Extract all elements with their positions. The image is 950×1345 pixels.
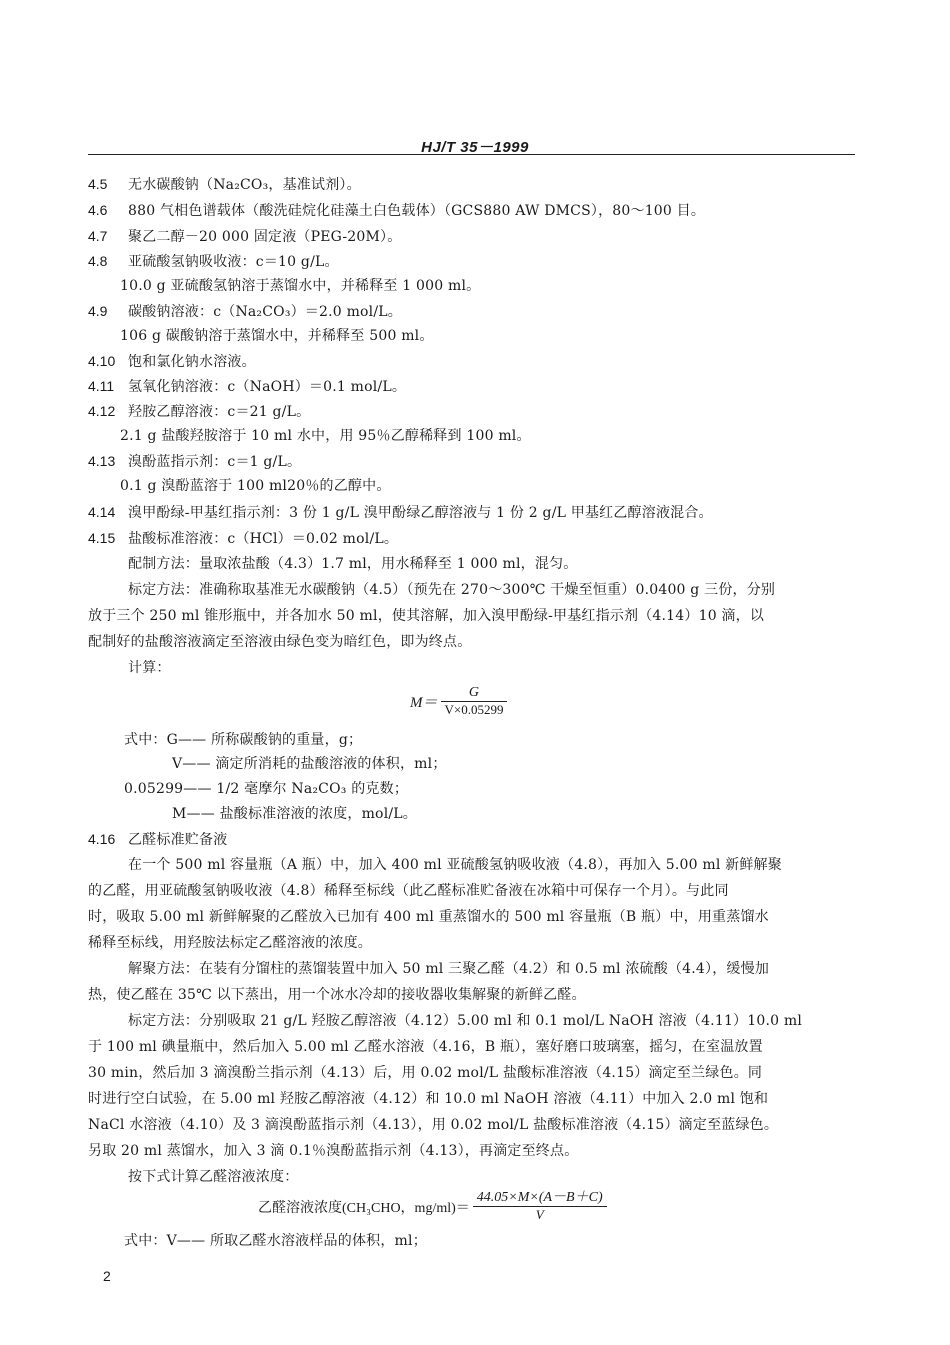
header-rule bbox=[88, 154, 855, 155]
item-4-9-detail bbox=[120, 327, 434, 345]
paragraph-line: 另取 20 ml 蒸馏水，加入 3 滴 0.1％溴酚蓝指示剂（4.13），再滴定至终点。 bbox=[88, 1143, 579, 1159]
formula-hcl-concentration bbox=[410, 685, 507, 718]
item-number: 4.12 bbox=[88, 403, 116, 419]
item-4-7 bbox=[88, 227, 401, 246]
paragraph-line: 稀释至标线，用羟胺法标定乙醛溶液的浓度。 bbox=[88, 935, 372, 951]
item-number: 4.15 bbox=[88, 530, 116, 546]
item-4-8 bbox=[88, 252, 339, 271]
item-text: 亚硫酸氢钠吸收液：c＝10 g/L。 bbox=[128, 254, 339, 270]
paragraph-line: NaCl 水溶液（4.10）及 3 滴溴酚蓝指示剂（4.13），用 0.02 mol/L 盐酸标准溶液（4.15）滴定至蓝绿色。 bbox=[88, 1117, 779, 1133]
item-4-13-detail bbox=[120, 477, 391, 495]
item-text: 10.0 g 亚硫酸氢钠溶于蒸馏水中，并稀释至 1 000 ml。 bbox=[120, 278, 481, 294]
item-number: 4.11 bbox=[88, 378, 115, 394]
formula-acetaldehyde-concentration bbox=[258, 1190, 607, 1223]
item-4-13 bbox=[88, 452, 301, 471]
paragraph-line: 时进行空白试验，在 5.00 ml 羟胺乙醇溶液（4.12）和 10.0 ml NaOH 溶液（4.11）中加入 2.0 ml 饱和 bbox=[88, 1091, 769, 1107]
item-4-14 bbox=[88, 503, 713, 522]
page-number: 2 bbox=[103, 1268, 111, 1284]
paragraph-line: 于 100 ml 碘量瓶中，然后加入 5.00 ml 乙醛水溶液（4.16，B 瓶），塞好磨口玻璃塞，摇匀，在室温放置 bbox=[88, 1039, 763, 1055]
item-4-8-detail bbox=[120, 277, 480, 295]
paragraph-line: 30 min，然后加 3 滴溴酚兰指示剂（4.13）后，用 0.02 mol/L 盐酸标准溶液（4.15）滴定至兰绿色。同 bbox=[88, 1065, 763, 1081]
item-4-15 bbox=[88, 529, 398, 548]
item-4-6 bbox=[88, 201, 705, 220]
item-text: 羟胺乙醇溶液：c＝21 g/L。 bbox=[128, 404, 311, 420]
hcl-std-method-line2: 放于三个 250 ml 锥形瓶中，并各加水 50 ml，使其溶解，加入溴甲酚绿-甲基红指示剂（4.14）10 滴，以 bbox=[88, 608, 765, 624]
paragraph-line: 在一个 500 ml 容量瓶（A 瓶）中，加入 400 ml 亚硫酸氢钠吸收液（4.8），再加入 5.00 ml 新鲜解聚 bbox=[128, 857, 782, 873]
hcl-std-method-line1: 标定方法：准确称取基准无水碳酸钠（4.5）（预先在 270～300℃ 干燥至恒重）0.0400 g 三份，分别 bbox=[128, 582, 776, 598]
item-number: 4.9 bbox=[88, 303, 108, 319]
paragraph-line: 时，吸取 5.00 ml 新鲜解聚的乙醛放入已加有 400 ml 重蒸馏水的 500 ml 容量瓶（B 瓶）中，用重蒸馏水 bbox=[88, 909, 769, 925]
hcl-std-method-line3: 配制好的盐酸溶液滴定至溶液由绿色变为暗红色，即为终点。 bbox=[88, 634, 472, 650]
where-constant: 0.05299—— 1/2 毫摩尔 Na₂CO₃ 的克数； bbox=[124, 781, 409, 797]
item-text: 饱和氯化钠水溶液。 bbox=[128, 354, 256, 370]
item-text: 聚乙二醇－20 000 固定液（PEG-20M）。 bbox=[128, 229, 402, 245]
document-code: HJ/T 35－1999 bbox=[421, 139, 529, 156]
item-text: 0.1 g 溴酚蓝溶于 100 ml20％的乙醇中。 bbox=[120, 478, 391, 494]
formula-denominator: V×0.05299 bbox=[444, 702, 504, 717]
item-4-9 bbox=[88, 302, 402, 321]
formula-fraction bbox=[473, 1190, 607, 1223]
item-4-10 bbox=[88, 352, 256, 371]
formula-fraction bbox=[441, 685, 508, 718]
paragraph-line: 热，使乙醛在 35℃ 以下蒸出，用一个冰水冷却的接收器收集解聚的新鲜乙醛。 bbox=[88, 987, 586, 1003]
formula-denominator: V bbox=[535, 1207, 544, 1222]
item-number: 4.13 bbox=[88, 453, 116, 469]
formula-numerator: G bbox=[468, 685, 480, 700]
item-4-11 bbox=[88, 377, 406, 396]
where-v: V—— 滴定所消耗的盐酸溶液的体积，ml； bbox=[172, 756, 447, 772]
item-number: 4.8 bbox=[88, 253, 108, 269]
item-number: 4.16 bbox=[88, 831, 116, 847]
item-number: 4.6 bbox=[88, 202, 108, 218]
item-text: 106 g 碳酸钠溶于蒸馏水中，并稀释至 500 ml。 bbox=[120, 328, 434, 344]
item-text: 无水碳酸钠（Na₂CO₃，基准试剂）。 bbox=[128, 177, 361, 193]
item-4-12 bbox=[88, 402, 310, 421]
where-v-sample: 式中：V—— 所取乙醛水溶液样品的体积，ml； bbox=[124, 1233, 427, 1249]
formula-numerator: 44.05×M×(A－B＋C) bbox=[476, 1190, 603, 1205]
where-m: M—— 盐酸标准溶液的浓度，mol/L。 bbox=[172, 806, 417, 822]
item-4-5 bbox=[88, 175, 361, 194]
item-text: 溴酚蓝指示剂：c＝1 g/L。 bbox=[128, 454, 302, 470]
paragraph-line: 解聚方法：在装有分馏柱的蒸馏装置中加入 50 ml 三聚乙醛（4.2）和 0.5 ml 浓硫酸（4.4），缓慢加 bbox=[128, 961, 770, 977]
item-text: 碳酸钠溶液：c（Na₂CO₃）＝2.0 mol/L。 bbox=[128, 304, 402, 320]
item-text: 2.1 g 盐酸羟胺溶于 10 ml 水中，用 95％乙醇稀释到 100 ml。 bbox=[120, 428, 531, 444]
item-number: 4.14 bbox=[88, 504, 116, 520]
item-number: 4.7 bbox=[88, 228, 108, 244]
calc-label: 计算： bbox=[128, 660, 171, 676]
item-number: 4.10 bbox=[88, 353, 116, 369]
item-title: 乙醛标准贮备液 bbox=[128, 832, 228, 848]
item-text: 880 气相色谱载体（酸洗硅烷化硅藻土白色载体）（GCS880 AW DMCS），80～100 目。 bbox=[128, 203, 706, 219]
formula-lhs: M＝ bbox=[410, 695, 438, 711]
item-number: 4.5 bbox=[88, 176, 108, 192]
paragraph-line: 标定方法：分别吸取 21 g/L 羟胺乙醇溶液（4.12）5.00 ml 和 0.1 mol/L NaOH 溶液（4.11）10.0 ml bbox=[128, 1013, 803, 1029]
item-4-16 bbox=[88, 830, 227, 849]
hcl-prep-method: 配制方法：量取浓盐酸（4.3）1.7 ml，用水稀释至 1 000 ml，混匀。 bbox=[128, 556, 578, 572]
item-text: 氢氧化钠溶液：c（NaOH）＝0.1 mol/L。 bbox=[128, 379, 407, 395]
item-text: 溴甲酚绿-甲基红指示剂：3 份 1 g/L 溴甲酚绿乙醇溶液与 1 份 2 g/L 甲基红乙醇溶液混合。 bbox=[128, 505, 713, 521]
calc-intro: 按下式计算乙醛溶液浓度： bbox=[128, 1169, 299, 1185]
formula-lhs: 乙醛溶液浓度(CH₃CHO，mg/ml)＝ bbox=[258, 1200, 470, 1216]
where-g: 式中：G—— 所称碳酸钠的重量，g； bbox=[124, 732, 363, 748]
item-text: 盐酸标准溶液：c（HCl）＝0.02 mol/L。 bbox=[128, 531, 399, 547]
paragraph-line: 的乙醛，用亚硫酸氢钠吸收液（4.8）稀释至标线（此乙醛标准贮备液在冰箱中可保存一个月）。与此同 bbox=[88, 883, 729, 899]
item-4-12-detail bbox=[120, 427, 531, 445]
